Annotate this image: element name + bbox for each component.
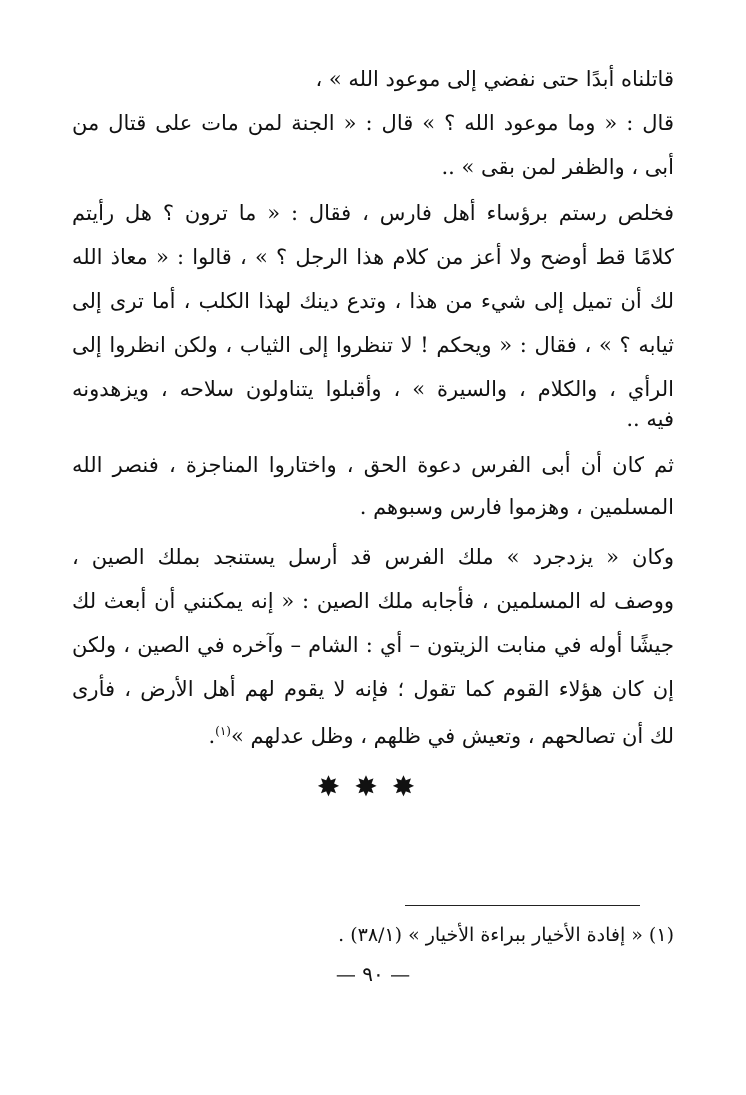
- section-ornament: ✸✸✸: [316, 770, 430, 803]
- body-line: ثيابه ؟ » ، فقال : « ويحكم ! لا تنظروا إلى الثياب ، ولكن انظروا إلى: [72, 333, 674, 357]
- footnote-marker: (١): [215, 724, 231, 738]
- body-line: إن كان هؤلاء القوم كما تقول ؛ فإنه لا يقوم لهم أهل الأرض ، فأرى: [72, 677, 674, 701]
- footnote: (١) « إفادة الأخيار ببراءة الأخيار » (٣٨/١) .: [338, 924, 674, 946]
- body-line: فخلص رستم برؤساء أهل فارس ، فقال : « ما ترون ؟ هل رأيتم: [72, 201, 674, 225]
- body-line: ووصف له المسلمين ، فأجابه ملك الصين : « إنه يمكنني أن أبعث لك: [72, 589, 674, 613]
- body-line: قاتلناه أبدًا حتى نفضي إلى موعود الله » ،: [315, 67, 674, 91]
- body-line-text: لك أن تصالحهم ، وتعيش في ظلهم ، وظل عدلهم »: [230, 724, 674, 748]
- body-line: الرأي ، والكلام ، والسيرة » ، وأقبلوا يتناولون سلاحه ، ويزهدونه: [72, 377, 674, 401]
- page-number: — ٩٠ —: [335, 962, 411, 986]
- body-line: جيشًا أوله في منابت الزيتون – أي : الشام – وآخره في الصين ، ولكن: [72, 633, 674, 657]
- body-line: كلامًا قط أوضح ولا أعز من كلام هذا الرجل ؟ » ، قالوا : « معاذ الله: [72, 245, 674, 269]
- body-line: أبى ، والظفر لمن بقى » ..: [441, 155, 674, 179]
- body-line: ثم كان أن أبى الفرس دعوة الحق ، واختاروا المناجزة ، فنصر الله: [72, 453, 674, 477]
- body-line: قال : « وما موعود الله ؟ » قال : « الجنة لمن مات على قتال من: [72, 111, 674, 135]
- body-line: لك أن تميل إلى شيء من هذا ، وتدع دينك لهذا الكلب ، أما ترى إلى: [72, 289, 674, 313]
- body-line: فيه ..: [626, 407, 674, 431]
- body-line: وكان « يزدجرد » ملك الفرس قد أرسل يستنجد بملك الصين ،: [72, 545, 674, 569]
- body-line: المسلمين ، وهزموا فارس وسبوهم .: [359, 495, 674, 519]
- body-line: لك أن تصالحهم ، وتعيش في ظلهم ، وظل عدلهم »$^{(١)}$.: [208, 724, 674, 748]
- footnote-rule: [405, 905, 640, 906]
